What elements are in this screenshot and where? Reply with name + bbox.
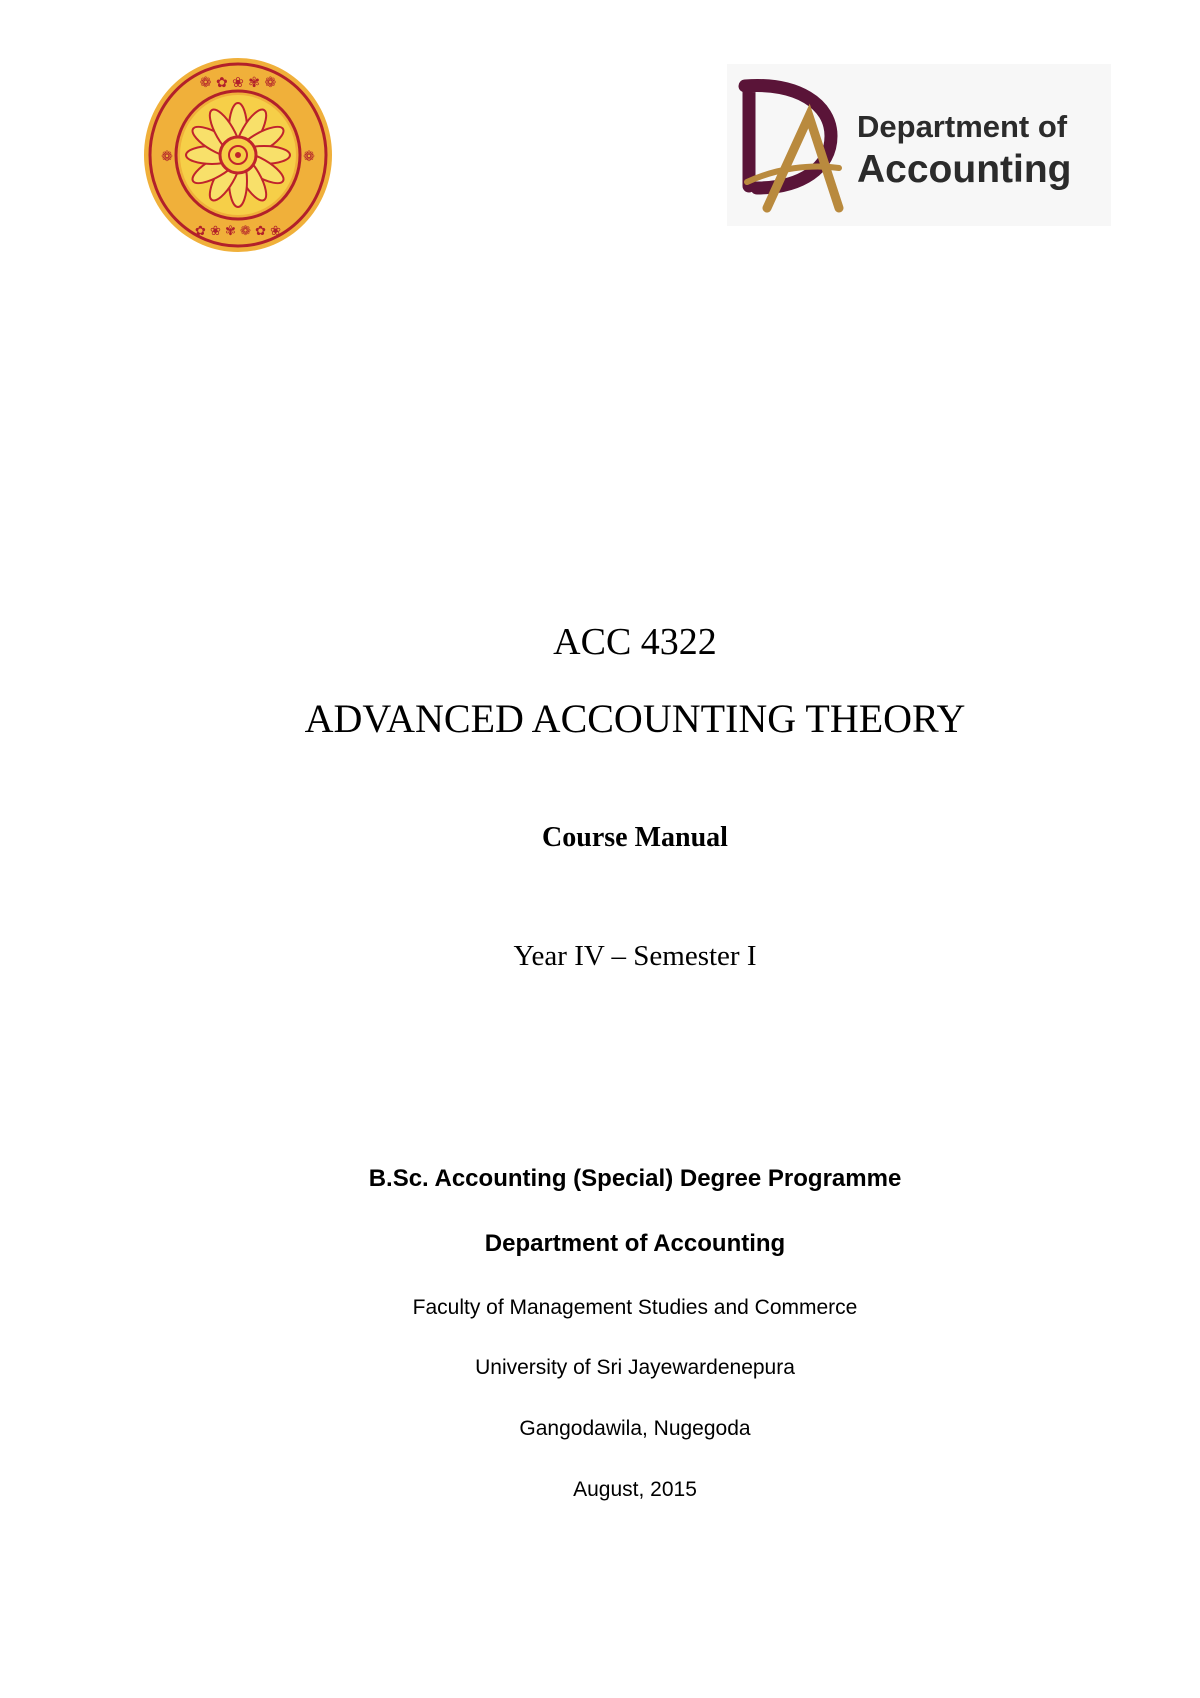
svg-text:✿ ❀ ✾ ❁ ✿ ❀: ✿ ❀ ✾ ❁ ✿ ❀ — [194, 224, 282, 239]
logo-text-accounting: Accounting — [857, 148, 1072, 191]
department-name: Department of Accounting — [484, 1230, 786, 1257]
svg-text:❁ ✿ ❀ ✾ ❁: ❁ ✿ ❀ ✾ ❁ — [199, 75, 277, 91]
da-monogram-icon — [727, 64, 857, 226]
department-logo — [727, 64, 1111, 226]
degree-programme: B.Sc. Accounting (Special) Degree Programme — [368, 1165, 902, 1192]
svg-text:❁: ❁ — [303, 149, 315, 165]
faculty-name: Faculty of Management Studies and Commerce — [412, 1296, 858, 1319]
university-name: University of Sri Jayewardenepura — [475, 1356, 795, 1379]
publication-date: August, 2015 — [573, 1478, 697, 1501]
location: Gangodawila, Nugegoda — [519, 1417, 751, 1440]
svg-text:❁: ❁ — [161, 149, 173, 165]
semester: Year IV – Semester I — [513, 940, 757, 972]
course-title: ADVANCED ACCOUNTING THEORY — [304, 696, 966, 741]
document-type: Course Manual — [542, 822, 728, 853]
university-seal-icon — [143, 57, 333, 253]
logo-text-department: Department of — [857, 109, 1068, 144]
course-code: ACC 4322 — [553, 621, 717, 663]
